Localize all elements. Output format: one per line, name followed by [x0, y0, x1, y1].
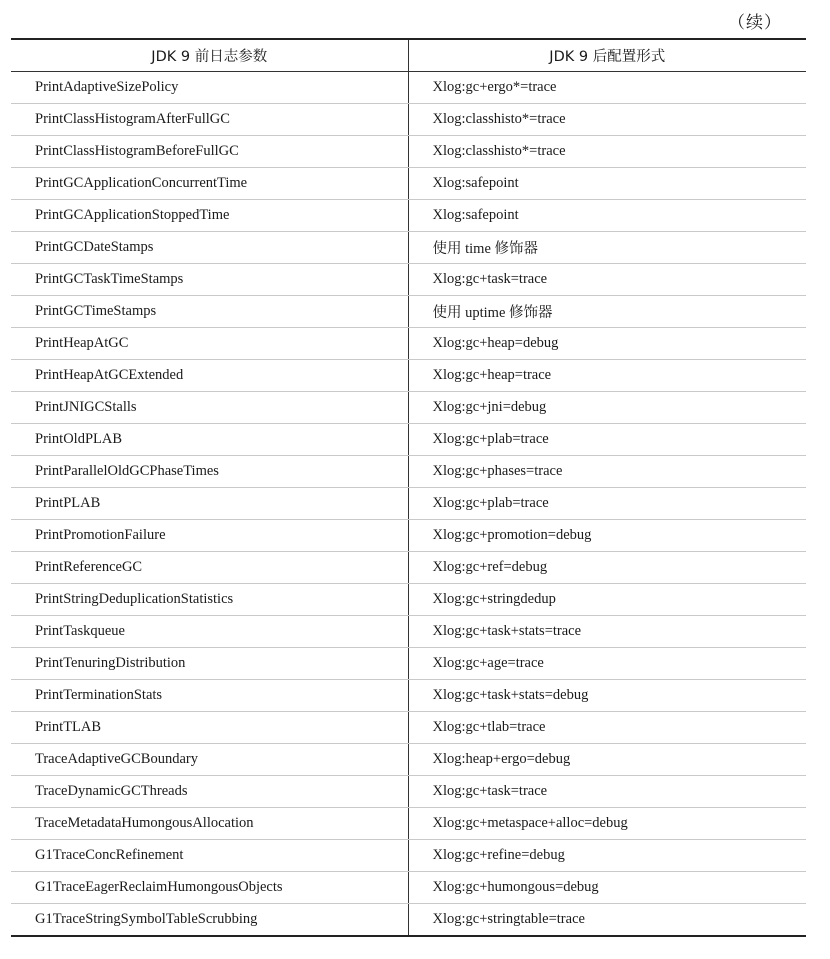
pre-jdk9-parameter: PrintTLAB — [11, 712, 408, 744]
header-before-jdk9: JDK 9 前日志参数 — [11, 39, 408, 72]
table-row — [11, 296, 806, 328]
pre-jdk9-parameter: PrintPLAB — [11, 488, 408, 520]
pre-jdk9-parameter: PrintGCApplicationConcurrentTime — [11, 168, 408, 200]
pre-jdk9-parameter: PrintClassHistogramAfterFullGC — [11, 104, 408, 136]
post-jdk9-config: Xlog:gc+ergo*=trace — [408, 72, 806, 104]
pre-jdk9-parameter: PrintGCApplicationStoppedTime — [11, 200, 408, 232]
post-jdk9-config: Xlog:gc+plab=trace — [408, 424, 806, 456]
pre-jdk9-parameter: PrintOldPLAB — [11, 424, 408, 456]
post-jdk9-config: 使用 uptime 修饰器 — [408, 296, 806, 328]
table-row — [11, 552, 806, 584]
post-jdk9-config: Xlog:gc+jni=debug — [408, 392, 806, 424]
post-jdk9-config: Xlog:gc+promotion=debug — [408, 520, 806, 552]
post-jdk9-config: Xlog:gc+heap=debug — [408, 328, 806, 360]
table-row — [11, 808, 806, 840]
pre-jdk9-parameter: PrintGCTaskTimeStamps — [11, 264, 408, 296]
post-jdk9-config: Xlog:gc+metaspace+alloc=debug — [408, 808, 806, 840]
post-jdk9-config: Xlog:gc+task=trace — [408, 264, 806, 296]
table-row — [11, 424, 806, 456]
pre-jdk9-parameter: PrintParallelOldGCPhaseTimes — [11, 456, 408, 488]
pre-jdk9-parameter: PrintClassHistogramBeforeFullGC — [11, 136, 408, 168]
pre-jdk9-parameter: PrintJNIGCStalls — [11, 392, 408, 424]
continued-label: （续） — [728, 13, 782, 33]
post-jdk9-config: Xlog:gc+tlab=trace — [408, 712, 806, 744]
post-jdk9-config: Xlog:gc+task=trace — [408, 776, 806, 808]
table-row — [11, 616, 806, 648]
table-row — [11, 72, 806, 104]
table-row — [11, 360, 806, 392]
pre-jdk9-parameter: G1TraceConcRefinement — [11, 840, 408, 872]
pre-jdk9-parameter: PrintAdaptiveSizePolicy — [11, 72, 408, 104]
table-header-row — [11, 39, 806, 72]
post-jdk9-config: Xlog:gc+task+stats=trace — [408, 616, 806, 648]
pre-jdk9-parameter: PrintGCTimeStamps — [11, 296, 408, 328]
pre-jdk9-parameter: PrintTenuringDistribution — [11, 648, 408, 680]
pre-jdk9-parameter: TraceAdaptiveGCBoundary — [11, 744, 408, 776]
table-row — [11, 200, 806, 232]
table-row — [11, 712, 806, 744]
post-jdk9-config: Xlog:gc+heap=trace — [408, 360, 806, 392]
pre-jdk9-parameter: TraceMetadataHumongousAllocation — [11, 808, 408, 840]
post-jdk9-config: Xlog:gc+plab=trace — [408, 488, 806, 520]
table-row — [11, 872, 806, 904]
header-after-jdk9: JDK 9 后配置形式 — [408, 39, 806, 72]
pre-jdk9-parameter: G1TraceEagerReclaimHumongousObjects — [11, 872, 408, 904]
table-row — [11, 104, 806, 136]
table-row — [11, 744, 806, 776]
pre-jdk9-parameter: PrintHeapAtGCExtended — [11, 360, 408, 392]
post-jdk9-config: Xlog:heap+ergo=debug — [408, 744, 806, 776]
table-body — [11, 72, 806, 937]
post-jdk9-config: Xlog:gc+stringtable=trace — [408, 904, 806, 937]
post-jdk9-config: Xlog:classhisto*=trace — [408, 136, 806, 168]
pre-jdk9-parameter: PrintReferenceGC — [11, 552, 408, 584]
post-jdk9-config: Xlog:classhisto*=trace — [408, 104, 806, 136]
post-jdk9-config: Xlog:gc+phases=trace — [408, 456, 806, 488]
pre-jdk9-parameter: PrintTaskqueue — [11, 616, 408, 648]
table-row — [11, 328, 806, 360]
table-row — [11, 264, 806, 296]
post-jdk9-config: Xlog:gc+refine=debug — [408, 840, 806, 872]
post-jdk9-config: Xlog:gc+humongous=debug — [408, 872, 806, 904]
table-row — [11, 584, 806, 616]
table-row — [11, 648, 806, 680]
post-jdk9-config: Xlog:safepoint — [408, 200, 806, 232]
table-row — [11, 488, 806, 520]
table-row — [11, 840, 806, 872]
table-row — [11, 904, 806, 937]
post-jdk9-config: Xlog:gc+age=trace — [408, 648, 806, 680]
pre-jdk9-parameter: PrintGCDateStamps — [11, 232, 408, 264]
table-row — [11, 136, 806, 168]
table-row — [11, 520, 806, 552]
pre-jdk9-parameter: PrintStringDeduplicationStatistics — [11, 584, 408, 616]
table-row — [11, 232, 806, 264]
pre-jdk9-parameter: TraceDynamicGCThreads — [11, 776, 408, 808]
pre-jdk9-parameter: PrintHeapAtGC — [11, 328, 408, 360]
log-parameter-table — [11, 38, 806, 937]
pre-jdk9-parameter: PrintTerminationStats — [11, 680, 408, 712]
table-row — [11, 680, 806, 712]
table-row — [11, 392, 806, 424]
pre-jdk9-parameter: PrintPromotionFailure — [11, 520, 408, 552]
table-row — [11, 168, 806, 200]
post-jdk9-config: 使用 time 修饰器 — [408, 232, 806, 264]
table-row — [11, 776, 806, 808]
post-jdk9-config: Xlog:gc+ref=debug — [408, 552, 806, 584]
post-jdk9-config: Xlog:gc+stringdedup — [408, 584, 806, 616]
table-row — [11, 456, 806, 488]
post-jdk9-config: Xlog:gc+task+stats=debug — [408, 680, 806, 712]
post-jdk9-config: Xlog:safepoint — [408, 168, 806, 200]
pre-jdk9-parameter: G1TraceStringSymbolTableScrubbing — [35, 911, 258, 927]
